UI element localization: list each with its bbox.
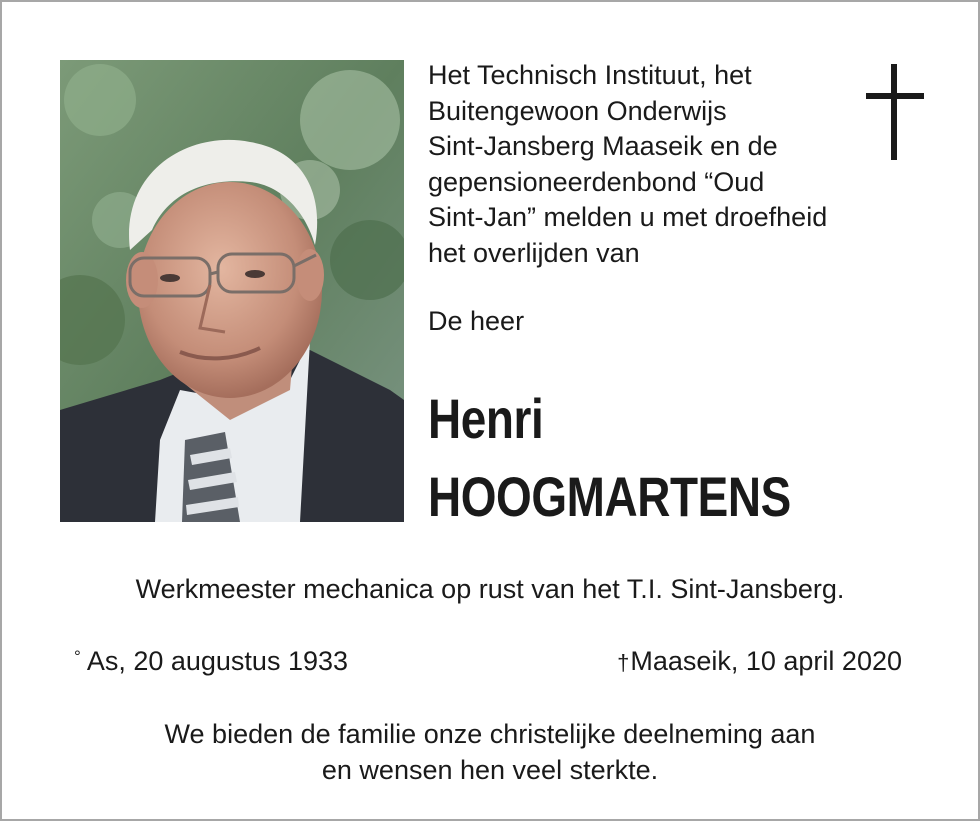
condolence-line: en wensen hen veel sterkte.	[321, 755, 659, 785]
death-info	[617, 646, 902, 677]
condolence-line: We bieden de familie onze christelijke deelneming aan	[164, 719, 816, 749]
birth-place-date: As, 20 augustus 1933	[86, 646, 349, 676]
birth-info	[74, 646, 348, 677]
announcement-line: gepensioneerdenbond “Oud	[428, 166, 765, 197]
portrait-photo	[60, 60, 404, 522]
deceased-last-name: HOOGMARTENS	[428, 465, 791, 528]
announcement-line: Sint-Jansberg Maaseik en de	[428, 131, 778, 161]
announcement-line: Het Technisch Instituut, het	[428, 60, 752, 90]
announcement-text	[428, 58, 868, 271]
death-place-date: Maaseik, 10 april 2020	[630, 646, 902, 676]
announcement-line: Buitengewoon Onderwijs	[428, 95, 727, 126]
death-cross-symbol: †	[617, 650, 630, 675]
condolence-message	[2, 716, 978, 788]
deceased-occupation: Werkmeester mechanica op rust van het T.I. Sint-Jansberg.	[135, 574, 845, 604]
salutation: De heer	[428, 306, 525, 336]
latin-cross-icon	[866, 64, 924, 160]
deceased-first-name: Henri	[428, 387, 544, 450]
announcement-line: het overlijden van	[428, 237, 640, 268]
announcement-line: Sint-Jan” melden u met droefheid	[428, 202, 828, 232]
birth-symbol: °	[74, 647, 81, 666]
